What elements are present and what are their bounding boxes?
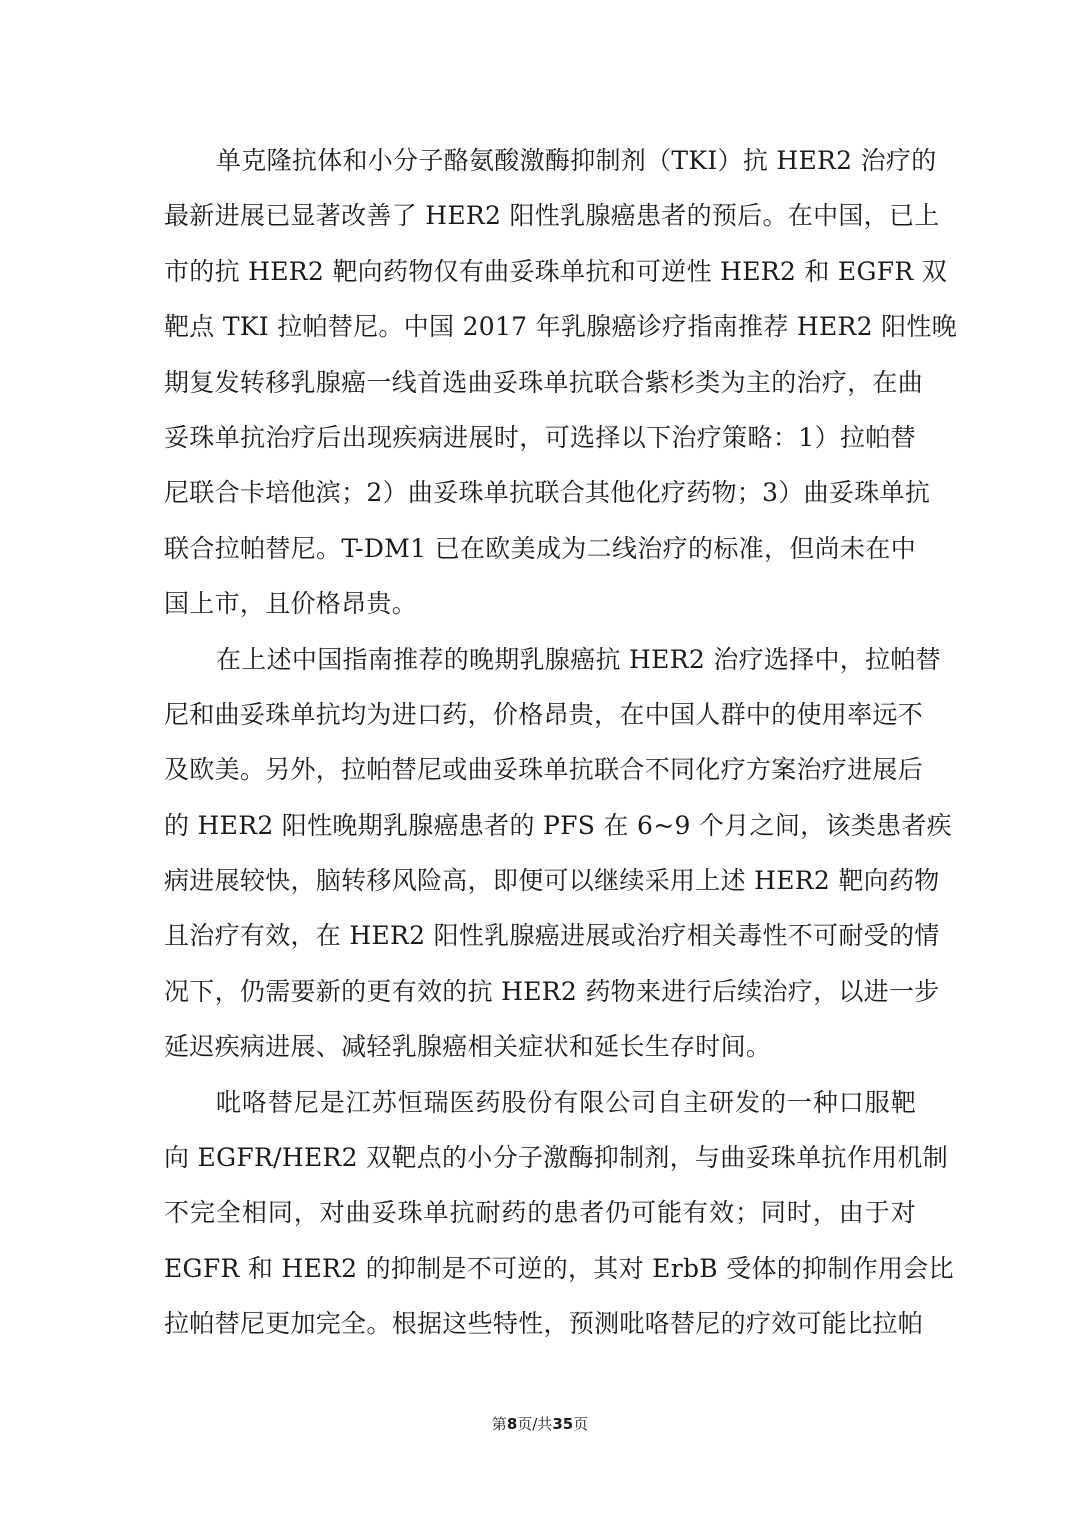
text-line: 市的抗 HER2 靶向药物仅有曲妥珠单抗和可逆性 HER2 和 EGFR 双: [164, 256, 948, 286]
current-page-number: 8: [506, 1415, 518, 1433]
total-page-count: 35: [552, 1415, 574, 1433]
text-line: 在上述中国指南推荐的晚期乳腺癌抗 HER2 治疗选择中，拉帕替: [216, 644, 941, 674]
paragraph-3: [164, 1080, 954, 1357]
text-line: 且治疗有效，在 HER2 阳性乳腺癌进展或治疗相关毒性不可耐受的情: [164, 921, 940, 951]
footer-prefix: 第: [491, 1415, 507, 1433]
text-line: 期复发转移乳腺癌一线首选曲妥珠单抗联合紫杉类为主的治疗，在曲: [164, 367, 924, 397]
text-line: 单克隆抗体和小分子酪氨酸激酶抑制剂（TKI）抗 HER2 治疗的: [216, 146, 937, 175]
text-line: 病进展较快，脑转移风险高，即便可以继续采用上述 HER2 靶向药物: [164, 866, 940, 896]
text-line: 最新进展已显著改善了 HER2 阳性乳腺癌患者的预后。在中国，已上: [164, 201, 940, 231]
paragraph-1: [164, 138, 958, 637]
footer-suffix: 页: [573, 1415, 589, 1433]
body-text: [164, 138, 958, 1357]
text-line: 向 EGFR/HER2 双靶点的小分子激酶抑制剂，与曲妥珠单抗作用机制: [164, 1143, 948, 1173]
paragraph-2: [164, 637, 952, 1080]
page-footer: [0, 1414, 1080, 1434]
text-line: 尼联合卡培他滨；2）曲妥珠单抗联合其他化疗药物；3）曲妥珠单抗: [164, 478, 931, 508]
text-line: 延迟疾病进展、减轻乳腺癌相关症状和延长生存时间。: [164, 1032, 772, 1062]
text-line: 国上市，且价格昂贵。: [164, 589, 418, 619]
text-line: 的 HER2 阳性晚期乳腺癌患者的 PFS 在 6~9 个月之间，该类患者疾: [164, 810, 952, 840]
text-line: EGFR 和 HER2 的抑制是不可逆的，其对 ErbB 受体的抑制作用会比: [164, 1253, 954, 1283]
text-line: 妥珠单抗治疗后出现疾病进展时，可选择以下治疗策略：1）拉帕替: [164, 422, 916, 452]
text-line: 尼和曲妥珠单抗均为进口药，价格昂贵，在中国人群中的使用率远不: [164, 699, 924, 729]
footer-middle: 页/共: [517, 1415, 553, 1433]
text-line: 及欧美。另外，拉帕替尼或曲妥珠单抗联合不同化疗方案治疗进展后: [164, 755, 924, 785]
text-line: 靶点 TKI 拉帕替尼。中国 2017 年乳腺癌诊疗指南推荐 HER2 阳性晚: [164, 312, 958, 342]
text-line: 联合拉帕替尼。T-DM1 已在欧美成为二线治疗的标准，但尚未在中: [164, 533, 916, 563]
text-line: 不完全相同，对曲妥珠单抗耐药的患者仍可能有效；同时，由于对: [164, 1198, 916, 1228]
text-line: 拉帕替尼更加完全。根据这些特性，预测吡咯替尼的疗效可能比拉帕: [164, 1309, 924, 1339]
text-line: 吡咯替尼是江苏恒瑞医药股份有限公司自主研发的一种口服靶: [216, 1087, 916, 1117]
text-line: 况下，仍需要新的更有效的抗 HER2 药物来进行后续治疗，以进一步: [164, 976, 940, 1006]
